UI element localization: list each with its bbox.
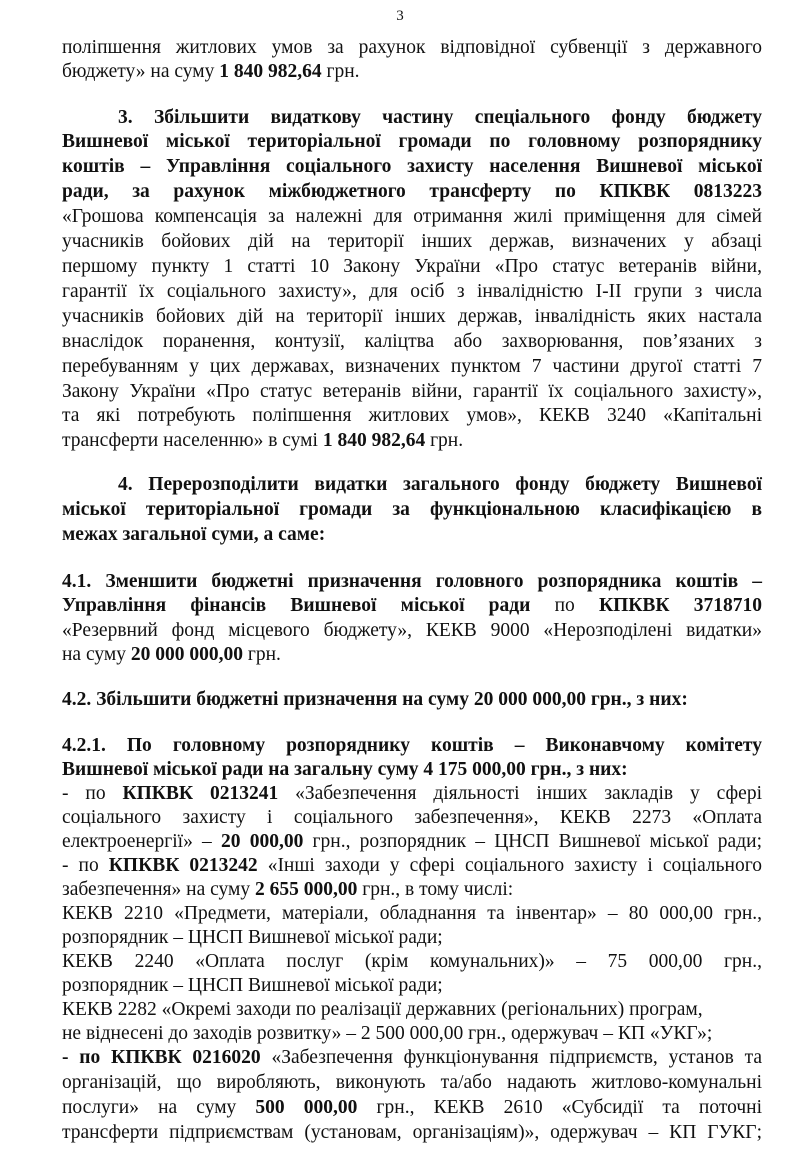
text-line [62, 230, 762, 254]
text-segment: КЕКВ 2210 «Предмети, матеріали, обладнання та інвентар» – 80 000,00 грн., [62, 903, 762, 924]
text-line [62, 950, 762, 974]
bold-text-segment: 2 655 000,00 [254, 879, 358, 900]
text-segment: та які потребують поліпшення житлових умов», КЕКВ 3240 «Капітальні [62, 405, 762, 426]
text-line [62, 305, 762, 329]
text-line [62, 758, 762, 782]
bold-text-segment: КПКВК 0213242 [108, 855, 258, 876]
text-segment: розпорядник – ЦНСП Вишневої міської ради; [62, 927, 443, 948]
text-segment: забезпечення» на суму [62, 879, 255, 900]
bold-text-segment: 4.2. Збільшити бюджетні призначення на суму 20 000 000,00 грн., з них: [62, 689, 688, 710]
text-line [118, 106, 762, 130]
text-segment: трансферти підприємствам (установам, організаціям)», одержувач – КП ГУКГ; [62, 1122, 762, 1143]
text-line [62, 280, 762, 304]
text-segment: бюджету» на суму [62, 61, 220, 82]
text-line [62, 155, 762, 179]
text-line [62, 404, 762, 428]
bold-text-segment: - по КПКВК 0216020 [62, 1047, 261, 1068]
text-segment: - по [62, 783, 123, 804]
text-segment: КЕКВ 2282 «Окремі заходи по реалізації державних (регіональних) програм, [62, 999, 703, 1020]
bold-text-segment: КПКВК 3718710 [598, 595, 762, 616]
text-segment: Закону України «Про статус ветеранів війни, гарантії їх соціального захисту», [62, 381, 762, 402]
text-line [62, 782, 762, 806]
text-line [62, 734, 762, 758]
bold-text-segment: міської територіальної громади за функціональною класифікацією в [62, 499, 762, 520]
text-line [62, 1022, 762, 1046]
text-segment: перебуванням у цих державах, визначених пунктом 7 частини другої статті 7 [62, 356, 762, 377]
bold-text-segment: Управління фінансів Вишневої міської ради [62, 595, 531, 616]
bold-text-segment: 1 840 982,64 [219, 61, 322, 82]
text-segment: організацій, що виробляють, виконують та/або надають житлово-комунальні [62, 1072, 762, 1093]
text-line [62, 570, 762, 594]
text-segment: розпорядник – ЦНСП Вишневої міської ради; [62, 975, 443, 996]
text-line [62, 1096, 762, 1120]
text-line [62, 429, 762, 453]
text-line [62, 878, 762, 902]
text-segment: внаслідок поранення, контузії, каліцтва або захворювання, пов’язаних з [62, 331, 762, 352]
bold-text-segment: 20 000 000,00 [130, 644, 243, 665]
text-segment: грн., КЕКВ 2610 «Субсидії та поточні [357, 1097, 763, 1118]
text-line [62, 523, 762, 547]
text-segment: не віднесені до заходів розвитку» – 2 500 000,00 грн., одержувач – КП «УКГ»; [62, 1023, 713, 1044]
text-line [62, 255, 762, 279]
bold-text-segment: Вишневої міської територіальної громади по головному розпоряднику [62, 131, 762, 152]
text-line [62, 854, 762, 878]
text-segment: «Інші заходи у сфері соціального захисту і соціального [257, 855, 763, 876]
text-segment: грн., в тому числі: [357, 879, 514, 900]
text-line [62, 1121, 762, 1145]
text-segment: «Грошова компенсація за належні для отримання жилі приміщення для сімей [62, 206, 762, 227]
bold-text-segment: 500 000,00 [255, 1097, 358, 1118]
text-segment: гарантії їх соціального захисту», для осіб з інвалідністю І-ІІ групи з числа [62, 281, 762, 302]
text-segment: - по [62, 855, 109, 876]
text-line [62, 619, 762, 643]
text-line [118, 473, 762, 497]
text-segment: грн. [425, 430, 464, 451]
bold-text-segment: ради, за рахунок міжбюджетного трансферту по КПКВК 0813223 [62, 181, 762, 202]
text-line [62, 205, 762, 229]
bold-text-segment: КПКВК 0213241 [122, 783, 279, 804]
text-segment: грн. [242, 644, 281, 665]
text-line [62, 380, 762, 404]
bold-text-segment: межах загальної суми, а саме: [62, 524, 326, 545]
text-line [62, 926, 762, 950]
text-line [62, 594, 762, 618]
text-line [62, 180, 762, 204]
text-segment: першому пункту 1 статті 10 Закону України «Про статус ветеранів війни, [62, 256, 762, 277]
text-segment: грн., розпорядник – ЦНСП Вишневої міської ради; [303, 831, 762, 852]
text-line [62, 130, 762, 154]
bold-text-segment: коштів – Управління соціального захисту населення Вишневої міської [62, 156, 762, 177]
text-segment: учасників бойових дій на території інших держав, визначених у абзаці [62, 231, 762, 252]
bold-text-segment: Вишневої міської ради на загальну суму 4 175 000,00 грн., з них: [62, 759, 628, 780]
text-segment: на суму [62, 644, 131, 665]
text-segment: «Резервний фонд місцевого бюджету», КЕКВ 9000 «Нерозподілені видатки» [62, 620, 762, 641]
text-segment: грн. [321, 61, 360, 82]
bold-text-segment: 3. Збільшити видаткову частину спеціального фонду бюджету [118, 107, 762, 128]
text-segment: соціального захисту і соціального забезпечення», КЕКВ 2273 «Оплата [62, 807, 762, 828]
text-line [62, 1046, 762, 1070]
bold-text-segment: 4. Перерозподілити видатки загального фонду бюджету Вишневої [118, 474, 762, 495]
text-segment: поліпшення житлових умов за рахунок відповідної субвенції з державного [62, 37, 762, 58]
text-line [62, 830, 762, 854]
text-segment: «Забезпечення діяльності інших закладів у сфері [278, 783, 762, 804]
bold-text-segment: 4.2.1. По головному розпоряднику коштів – Виконавчому комітету [62, 735, 762, 756]
text-segment: трансферти населенню» в сумі [62, 430, 323, 451]
text-segment: КЕКВ 2240 «Оплата послуг (крім комунальних)» – 75 000,00 грн., [62, 951, 762, 972]
bold-text-segment: 4.1. Зменшити бюджетні призначення головного розпорядника коштів – [62, 571, 762, 592]
text-segment: електроенергії» – [62, 831, 221, 852]
text-segment: «Забезпечення функціонування підприємств, установ та [260, 1047, 762, 1068]
text-line [62, 806, 762, 830]
text-line [62, 355, 762, 379]
text-line [62, 60, 762, 84]
text-line [62, 974, 762, 998]
text-line [62, 688, 762, 712]
text-segment: послуги» на суму [62, 1097, 256, 1118]
text-line [62, 330, 762, 354]
bold-text-segment: 1 840 982,64 [322, 430, 426, 451]
text-segment: учасників бойових дій на території інших держав, інвалідність яких настала [62, 306, 762, 327]
text-line [62, 36, 762, 60]
text-segment: по [530, 595, 599, 616]
text-line [62, 1071, 762, 1095]
text-line [62, 998, 762, 1022]
text-line [62, 902, 762, 926]
text-line [62, 643, 762, 667]
page-number: 3 [396, 8, 404, 24]
text-line [62, 498, 762, 522]
bold-text-segment: 20 000,00 [221, 831, 304, 852]
